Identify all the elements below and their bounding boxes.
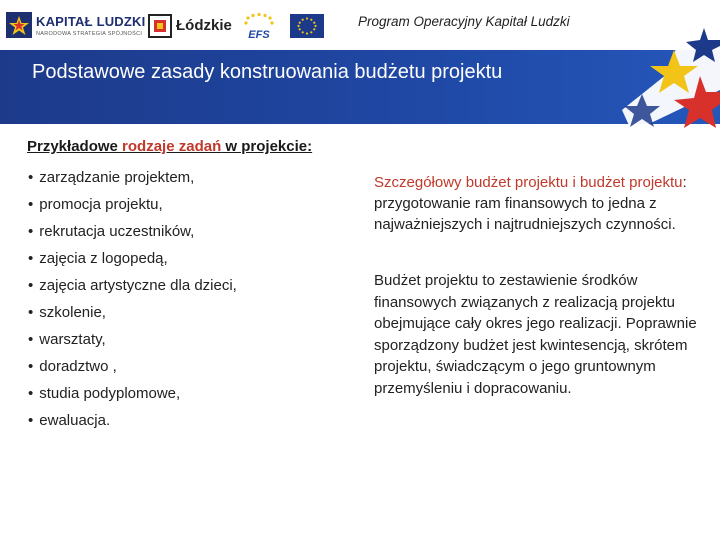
budget-definition-rest: : przygotowanie ram finansowych to jedna z najważniejszych i najtrudniejszych czynności. (374, 174, 687, 233)
task-list (28, 164, 237, 434)
efs-label: EFS (248, 29, 270, 41)
list-item-label: zajęcia artystyczne dla dzieci, (39, 277, 237, 294)
kapital-ludzki-mark-icon (6, 12, 32, 38)
list-item-label: zarządzanie projektem, (39, 169, 195, 186)
list-item (28, 407, 237, 434)
program-name: Program Operacyjny Kapitał Ludzki (358, 14, 570, 29)
bullet: • (28, 250, 34, 267)
list-item-label: zajęcia z logopedą, (39, 250, 168, 267)
budget-definition-red: Szczegółowy budżet projektu i budżet projektu (374, 174, 683, 191)
decorative-stars-icon (612, 20, 720, 132)
bullet: • (28, 412, 34, 429)
kapital-ludzki-logo (6, 10, 146, 42)
list-item (28, 164, 237, 191)
bullet: • (28, 358, 34, 375)
lodzkie-mark-icon (148, 14, 172, 38)
list-item-label: promocja projektu, (39, 196, 163, 213)
bullet: • (28, 196, 34, 213)
efs-logo-icon (242, 12, 276, 42)
bullet: • (28, 385, 34, 402)
tasks-heading (27, 138, 312, 155)
bullet: • (28, 223, 34, 240)
tasks-heading-post: w projekcie: (221, 138, 313, 155)
list-item (28, 272, 237, 299)
list-item (28, 299, 237, 326)
bullet: • (28, 277, 34, 294)
bullet: • (28, 304, 34, 321)
tasks-heading-red: rodzaje zadań (122, 138, 222, 155)
list-item (28, 380, 237, 407)
list-item (28, 353, 237, 380)
budget-summary-paragraph: Budżet projektu to zestawienie środków finansowych związanych z realizacją projektu obejmujące cały okres jego realizacji. Poprawnie sporządzony budżet jest kwintesencją, skrótem projektu, świadczącym o jego gruntownym przemyśleniu i dopracowaniu. (374, 272, 697, 397)
tasks-heading-pre: Przykładowe (27, 138, 123, 155)
list-item (28, 191, 237, 218)
budget-definition-paragraph (374, 172, 704, 235)
bullet: • (28, 169, 34, 186)
list-item (28, 245, 237, 272)
bullet: • (28, 331, 34, 348)
list-item-label: studia podyplomowe, (39, 385, 181, 402)
lodzkie-label: Łódzkie (176, 17, 232, 34)
list-item-label: doradztwo , (39, 358, 117, 375)
list-item-label: szkolenie, (39, 304, 106, 321)
list-item (28, 326, 237, 353)
slide-title: Podstawowe zasady konstruowania budżetu projektu (32, 61, 503, 83)
kapital-ludzki-title: KAPITAŁ LUDZKI (36, 14, 146, 29)
list-item-label: warsztaty, (39, 331, 106, 348)
lodzkie-logo (148, 14, 236, 40)
list-item (28, 218, 237, 245)
list-item-label: ewaluacja. (39, 412, 111, 429)
list-item-label: rekrutacja uczestników, (39, 223, 195, 240)
eu-flag-icon (290, 14, 324, 38)
kapital-ludzki-subtitle: NARODOWA STRATEGIA SPÓJNOŚCI (36, 31, 143, 37)
